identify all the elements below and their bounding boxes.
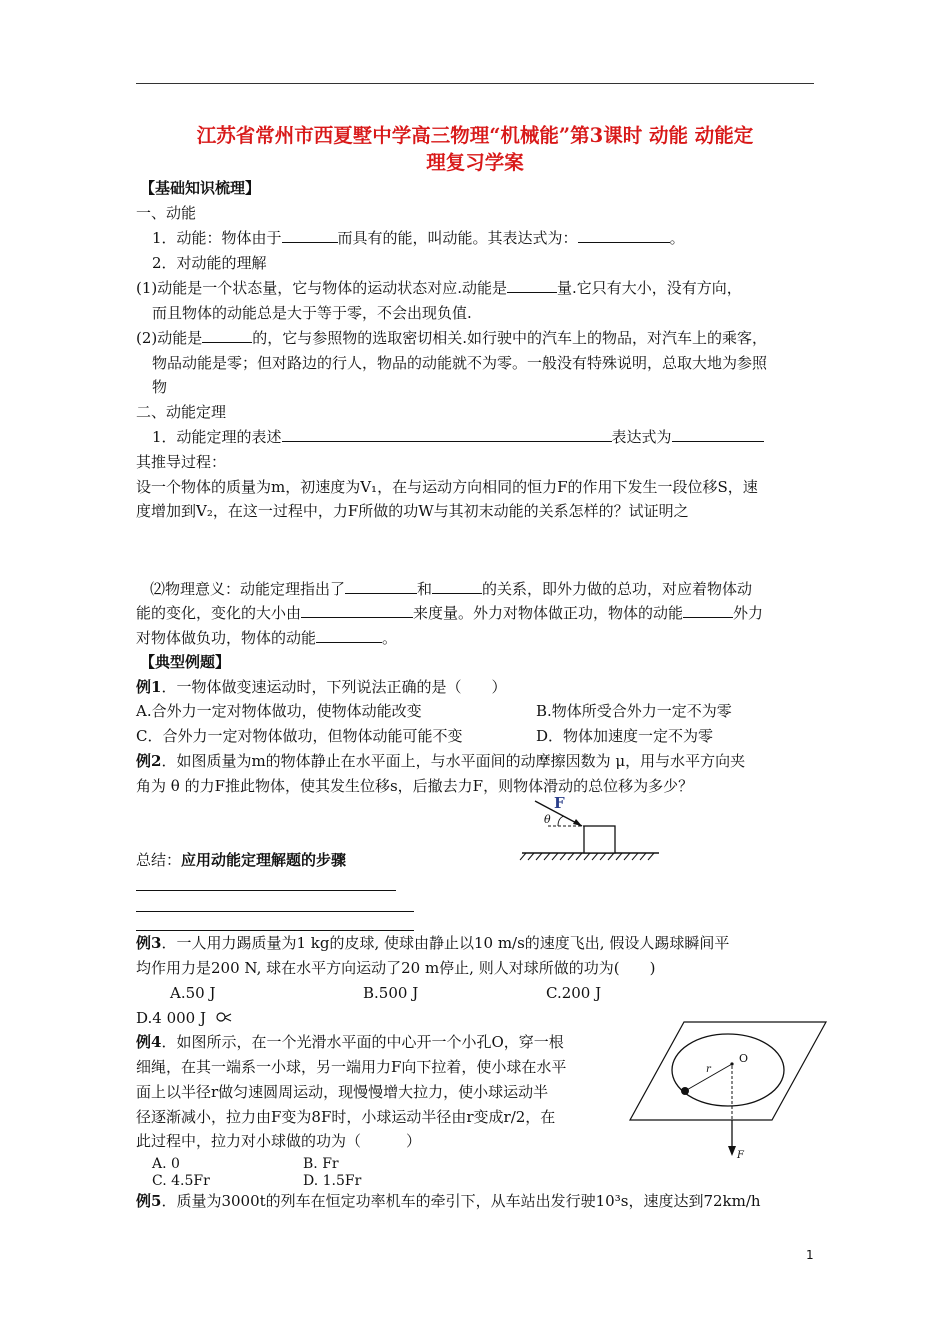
fill-blank[interactable] [578, 228, 670, 243]
block [584, 826, 615, 853]
answer-line[interactable] [136, 911, 414, 912]
center-label: O [739, 1052, 749, 1065]
header-rule [136, 83, 814, 84]
ex1-option-a[interactable]: A.合外力一定对物体做功，使物体动能改变 [136, 702, 422, 720]
pull-arrowhead [728, 1146, 736, 1156]
text: ．如图所示，在一个光滑水平面的中心开一个小孔O，穿一根 [161, 1033, 564, 1051]
text: ⑵物理意义：动能定理指出了 [150, 580, 346, 598]
fill-blank[interactable] [202, 328, 252, 343]
paragraph-2-end: 物 [152, 378, 168, 396]
section-2-heading: 二、动能定理 [136, 403, 227, 421]
text: ．如图质量为m的物体静止在水平面上，与水平面间的动摩擦因数为 μ，用与水平方向夹 [161, 752, 746, 770]
summary-line [136, 850, 346, 870]
angle-label: θ [544, 813, 551, 826]
small-mark-icon [214, 1011, 232, 1023]
force-arrowhead [573, 819, 582, 826]
text: 。 [382, 629, 398, 647]
ex4-option-d[interactable]: D. 1.5Fr [303, 1173, 362, 1189]
ex1-option-b[interactable]: B.物体所受合外力一定不为零 [536, 702, 732, 720]
hole [730, 1062, 733, 1065]
text: 的关系，即外力做的总功，对应着物体动 [482, 580, 753, 598]
title-line-1: 江苏省常州市西夏墅中学高三物理“机械能”第3课时 动能 动能定 [196, 124, 754, 147]
ex3-option-b[interactable]: B.500 J [363, 984, 419, 1002]
example-1-question [136, 677, 506, 697]
example-label: 例2 [136, 752, 162, 770]
example-2-question [136, 751, 745, 771]
radius-label: r [706, 1064, 711, 1075]
derivation-heading: 其推导过程： [136, 453, 227, 471]
theorem-statement [152, 427, 764, 447]
basics-heading: 【基础知识梳理】 [140, 179, 261, 197]
physical-meaning-2 [136, 603, 763, 623]
text: 外力 [733, 604, 764, 622]
fill-blank[interactable] [282, 228, 338, 243]
physical-meaning-3 [136, 628, 397, 648]
example-5-question [136, 1191, 761, 1211]
ex3-option-d[interactable]: D.4 000 J [136, 1009, 206, 1027]
fill-blank[interactable] [672, 427, 764, 442]
ball [681, 1087, 689, 1095]
ex3-option-c[interactable]: C.200 J [546, 984, 602, 1002]
force-label: F [737, 1150, 744, 1161]
text: 量.它只有大小，没有方向， [557, 279, 742, 297]
answer-line[interactable] [136, 890, 396, 891]
section-1-heading: 一、动能 [136, 204, 197, 222]
paragraph-1 [136, 278, 742, 298]
understanding-heading: 2．对动能的理解 [152, 254, 267, 272]
block-force-figure [518, 792, 663, 864]
fill-blank[interactable] [683, 603, 733, 618]
fill-blank[interactable] [301, 603, 413, 618]
fill-blank[interactable] [345, 579, 417, 594]
ex1-option-c[interactable]: C．合外力一定对物体做功，但物体动能可能不变 [136, 727, 463, 745]
example-4-line-3: 面上以半径r做匀速圆周运动，现慢慢增大拉力，使小球运动半 [136, 1083, 549, 1101]
ex3-option-a[interactable]: A.50 J [170, 984, 216, 1002]
text: 能的变化，变化的大小由 [136, 604, 302, 622]
example-label: 例4 [136, 1033, 162, 1051]
derivation-line-2: 度增加到V₂，在这一过程中，力F所做的功W与其初末动能的关系怎样的？试证明之 [136, 502, 689, 520]
fill-blank[interactable] [282, 427, 612, 442]
text: ．一人用力踢质量为1 kg的皮球, 使球由静止以10 m/s的速度飞出, 假设人踢球瞬间平 [161, 934, 730, 952]
text: 1．动能定理的表述 [152, 428, 282, 446]
kinetic-energy-definition [152, 228, 685, 248]
text: 表达式为 [611, 428, 672, 446]
text: 和 [417, 580, 433, 598]
example-4-line-2: 细绳，在其一端系一小球，另一端用力F向下拉着，使小球在水平 [136, 1058, 567, 1076]
text: 总结： [136, 851, 182, 869]
physical-meaning [150, 579, 752, 599]
force-label: F [554, 794, 565, 812]
horizontal-plane [630, 1022, 826, 1120]
example-label: 例3 [136, 934, 162, 952]
example-4-line-4: 径逐渐减小，拉力由F变为8F时，小球运动半径由r变成r/2，在 [136, 1108, 556, 1126]
example-3-question-2: 均作用力是200 N, 球在水平方向运动了20 m停止, 则人对球所做的功为( ) [136, 959, 656, 977]
title-line-2: 理复习学案 [426, 151, 524, 174]
document-title [130, 122, 820, 176]
example-2-question-2: 角为 θ 的力F推此物体，使其发生位移s，后撤去力F，则物体滑动的总位移为多少？ [136, 777, 694, 795]
paragraph-2-cont: 物品动能是零；但对路边的行人，物品的动能就不为零。一般没有特殊说明，总取大地为参照 [152, 354, 768, 372]
example-label: 例5 [136, 1192, 162, 1210]
text: (2)动能是 [136, 329, 203, 347]
text: 的，它与参照物的选取密切相关.如行驶中的汽车上的物品，对汽车上的乘客， [252, 329, 768, 347]
circular-path [672, 1034, 784, 1106]
text: 1．动能：物体由于 [152, 229, 282, 247]
text: (1)动能是一个状态量，它与物体的运动状态对应.动能是 [136, 279, 508, 297]
angle-arc [558, 816, 564, 826]
fill-blank[interactable] [316, 628, 382, 643]
text: 对物体做负功，物体的动能 [136, 629, 317, 647]
ex4-option-c[interactable]: C. 4.5Fr [152, 1173, 210, 1189]
text: 应用动能定理解题的步骤 [181, 851, 347, 869]
fill-blank[interactable] [432, 579, 482, 594]
examples-heading: 【典型例题】 [140, 653, 231, 671]
paragraph-1-cont: 而且物体的动能总是大于等于零，不会出现负值. [152, 304, 472, 322]
ex1-option-d[interactable]: D．物体加速度一定不为零 [536, 727, 714, 745]
example-4-line-5: 此过程中，拉力对小球做的功为（ ） [136, 1132, 422, 1150]
page-number: 1 [806, 1248, 814, 1262]
text: 。 [669, 229, 685, 247]
text: 来度量。外力对物体做正功，物体的动能 [413, 604, 684, 622]
example-label: 例1 [136, 678, 162, 696]
example-4-question [136, 1032, 564, 1052]
fill-blank[interactable] [507, 278, 557, 293]
derivation-line-1: 设一个物体的质量为m，初速度为V₁，在与运动方向相同的恒力F的作用下发生一段位移S，速 [136, 478, 758, 496]
ground-hatching [520, 853, 654, 860]
circular-motion-figure [628, 1018, 830, 1164]
text: ．质量为3000t的列车在恒定功率机车的牵引下，从车站出发行驶10³s，速度达到72km/h [161, 1192, 761, 1210]
ex4-option-b[interactable]: B. Fr [303, 1156, 339, 1172]
answer-line[interactable] [136, 930, 414, 931]
text: ．一物体做变速运动时，下列说法正确的是（ ） [161, 678, 507, 696]
paragraph-2 [136, 328, 767, 348]
ex4-option-a[interactable]: A. 0 [152, 1156, 180, 1172]
text: 而具有的能，叫动能。其表达式为： [337, 229, 578, 247]
example-3-question [136, 933, 729, 953]
